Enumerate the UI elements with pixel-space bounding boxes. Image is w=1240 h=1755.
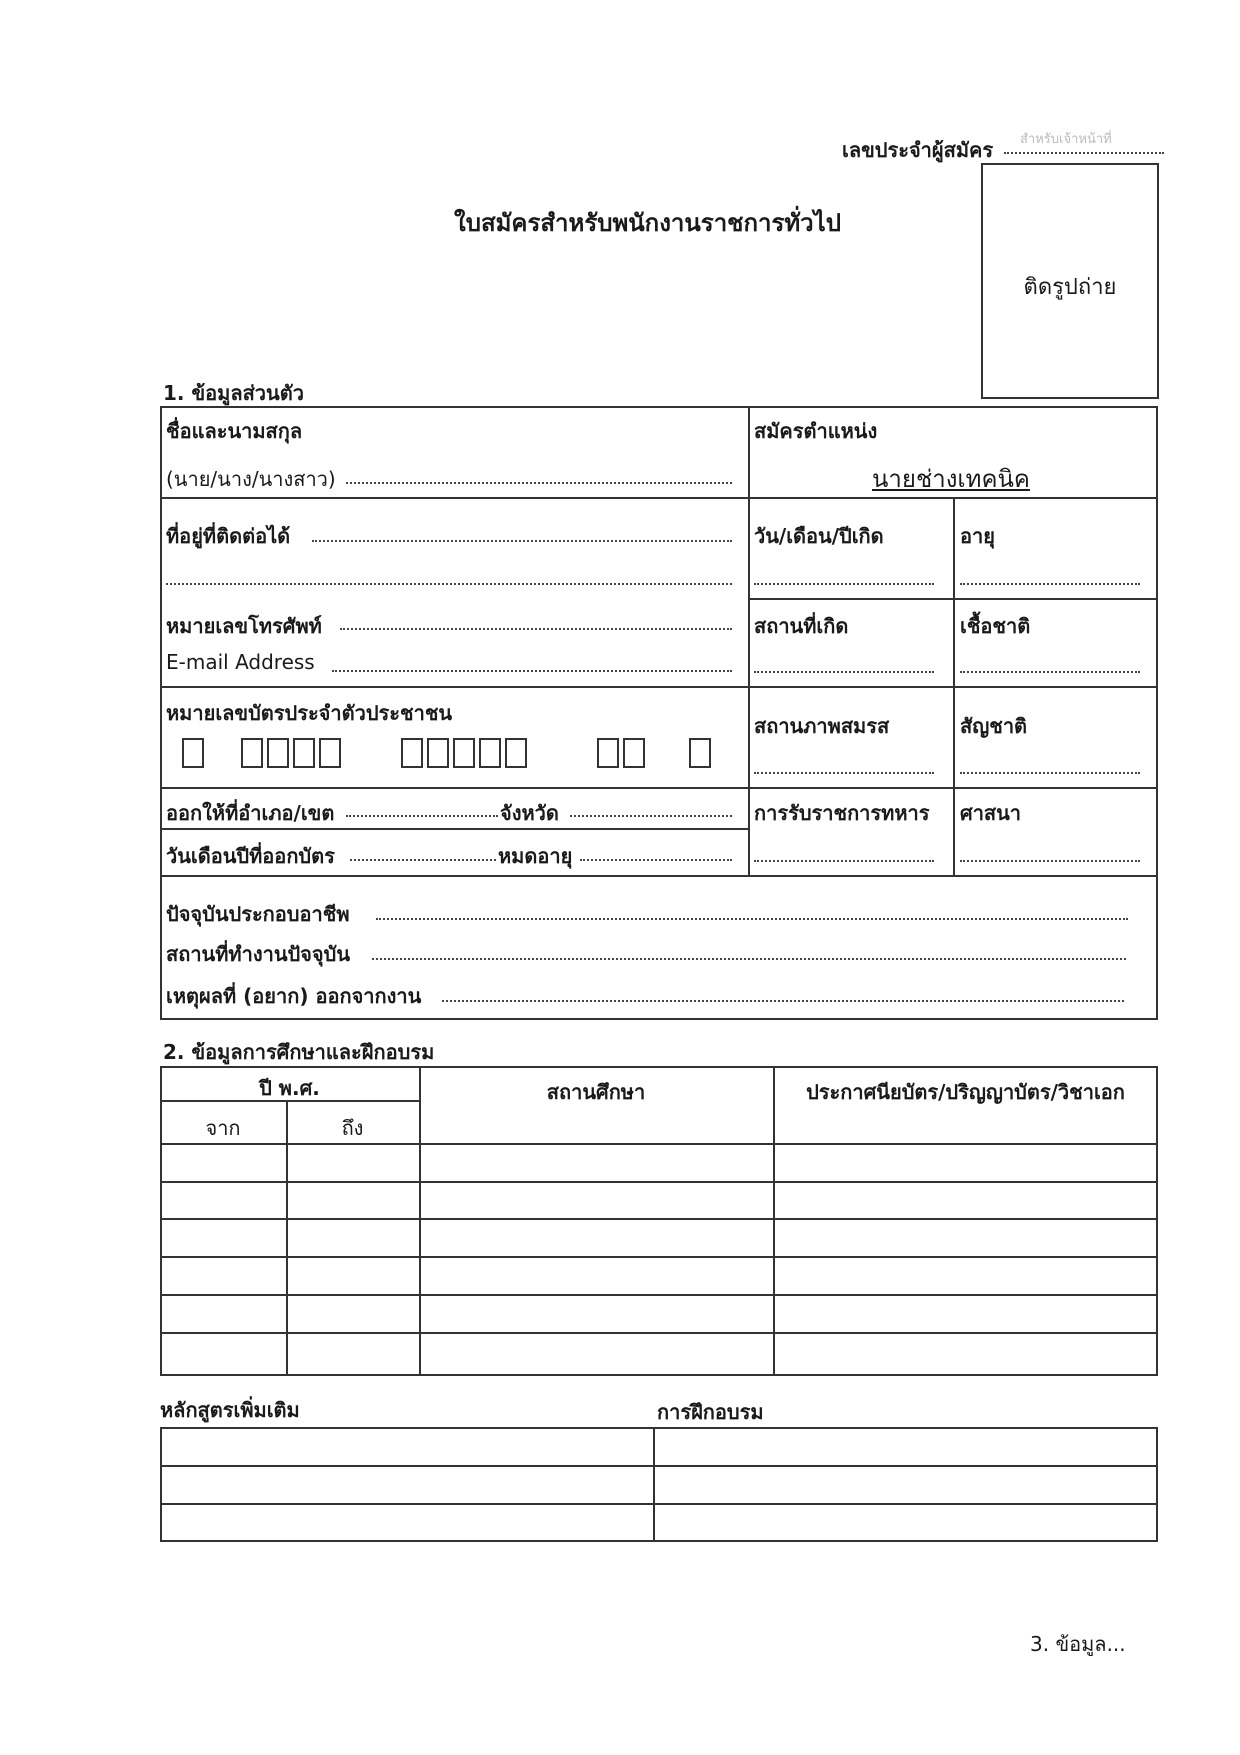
issued-district-label: ออกให้ที่อำเภอ/เขต bbox=[166, 801, 335, 825]
from-header: จาก bbox=[205, 1116, 241, 1140]
id-digit-box[interactable] bbox=[401, 738, 423, 768]
name-label: ชื่อและนามสกุล bbox=[166, 419, 303, 443]
applicant-number-note: สำหรับเจ้าหน้าที่ bbox=[1020, 132, 1112, 147]
id-digit-box[interactable] bbox=[597, 738, 619, 768]
id-digit-box[interactable] bbox=[453, 738, 475, 768]
id-digit-box[interactable] bbox=[182, 738, 204, 768]
dob-label: วัน/เดือน/ปีเกิด bbox=[754, 524, 884, 548]
province-label: จังหวัด bbox=[500, 801, 559, 825]
photo-label: ติดรูปถ่าย bbox=[1023, 275, 1117, 300]
phone-label: หมายเลขโทรศัพท์ bbox=[166, 614, 322, 638]
applicant-number-label: เลขประจำผู้สมัคร bbox=[842, 138, 994, 162]
position-value: นายช่างเทคนิค bbox=[872, 465, 1030, 493]
id-digit-box[interactable] bbox=[241, 738, 263, 768]
year-header: ปี พ.ศ. bbox=[259, 1076, 320, 1100]
id-digit-box[interactable] bbox=[267, 738, 289, 768]
courses-training-table bbox=[160, 1427, 1158, 1542]
reason-field[interactable] bbox=[442, 1000, 1124, 1002]
name-prefix: (นาย/นาง/นางสาว) bbox=[166, 467, 336, 491]
email-field[interactable] bbox=[332, 670, 732, 672]
issue-date-field[interactable] bbox=[350, 859, 496, 861]
id-digit-box[interactable] bbox=[623, 738, 645, 768]
name-field[interactable] bbox=[346, 482, 732, 484]
degree-header: ประกาศนียบัตร/ปริญญาบัตร/วิชาเอก bbox=[806, 1080, 1125, 1104]
marital-label: สถานภาพสมรส bbox=[754, 714, 890, 738]
address-field-1[interactable] bbox=[312, 540, 732, 542]
occupation-field[interactable] bbox=[376, 918, 1128, 920]
religion-label: ศาสนา bbox=[960, 801, 1022, 825]
nationality-label: สัญชาติ bbox=[960, 714, 1028, 738]
dob-field[interactable] bbox=[754, 583, 934, 585]
birthplace-label: สถานที่เกิด bbox=[754, 614, 849, 638]
marital-field[interactable] bbox=[754, 772, 934, 774]
to-header: ถึง bbox=[341, 1116, 364, 1140]
birthplace-field[interactable] bbox=[754, 671, 934, 673]
military-field[interactable] bbox=[754, 860, 934, 862]
nationality-field[interactable] bbox=[960, 772, 1140, 774]
province-field[interactable] bbox=[570, 815, 732, 817]
id-number-label: หมายเลขบัตรประจำตัวประชาชน bbox=[166, 701, 453, 725]
workplace-label: สถานที่ทำงานปัจจุบัน bbox=[166, 942, 350, 966]
address-field-2[interactable] bbox=[166, 583, 732, 585]
training-label: การฝึกอบรม bbox=[657, 1400, 764, 1424]
position-label: สมัครตำแหน่ง bbox=[754, 419, 878, 443]
issue-date-label: วันเดือนปีที่ออกบัตร bbox=[166, 844, 335, 868]
issued-district-field[interactable] bbox=[346, 815, 498, 817]
id-digit-box[interactable] bbox=[319, 738, 341, 768]
extra-courses-label: หลักสูตรเพิ่มเติม bbox=[160, 1398, 300, 1422]
form-title: ใบสมัครสำหรับพนักงานราชการทั่วไป bbox=[454, 209, 841, 237]
workplace-field[interactable] bbox=[372, 958, 1126, 960]
section1-heading: 1. ข้อมูลส่วนตัว bbox=[163, 381, 304, 405]
ethnicity-label: เชื้อชาติ bbox=[960, 614, 1031, 638]
email-label: E-mail Address bbox=[166, 650, 315, 674]
expiry-field[interactable] bbox=[580, 859, 732, 861]
continue-label: 3. ข้อมูล... bbox=[1030, 1632, 1126, 1656]
reason-label: เหตุผลที่ (อยาก) ออกจากงาน bbox=[166, 984, 422, 1008]
school-header: สถานศึกษา bbox=[546, 1080, 646, 1104]
religion-field[interactable] bbox=[960, 860, 1140, 862]
military-label: การรับราชการทหาร bbox=[754, 801, 930, 825]
id-digit-box[interactable] bbox=[479, 738, 501, 768]
id-digit-box[interactable] bbox=[293, 738, 315, 768]
section2-heading: 2. ข้อมูลการศึกษาและฝึกอบรม bbox=[163, 1040, 435, 1064]
age-field[interactable] bbox=[960, 583, 1140, 585]
ethnicity-field[interactable] bbox=[960, 671, 1140, 673]
photo-box[interactable] bbox=[981, 163, 1159, 399]
occupation-label: ปัจจุบันประกอบอาชีพ bbox=[166, 902, 350, 926]
id-digit-box[interactable] bbox=[689, 738, 711, 768]
id-digit-box[interactable] bbox=[427, 738, 449, 768]
address-label: ที่อยู่ที่ติดต่อได้ bbox=[166, 524, 291, 548]
age-label: อายุ bbox=[960, 524, 995, 548]
applicant-number-field[interactable] bbox=[1004, 152, 1164, 154]
phone-field[interactable] bbox=[340, 628, 732, 630]
id-digit-box[interactable] bbox=[505, 738, 527, 768]
expiry-label: หมดอายุ bbox=[498, 844, 573, 868]
